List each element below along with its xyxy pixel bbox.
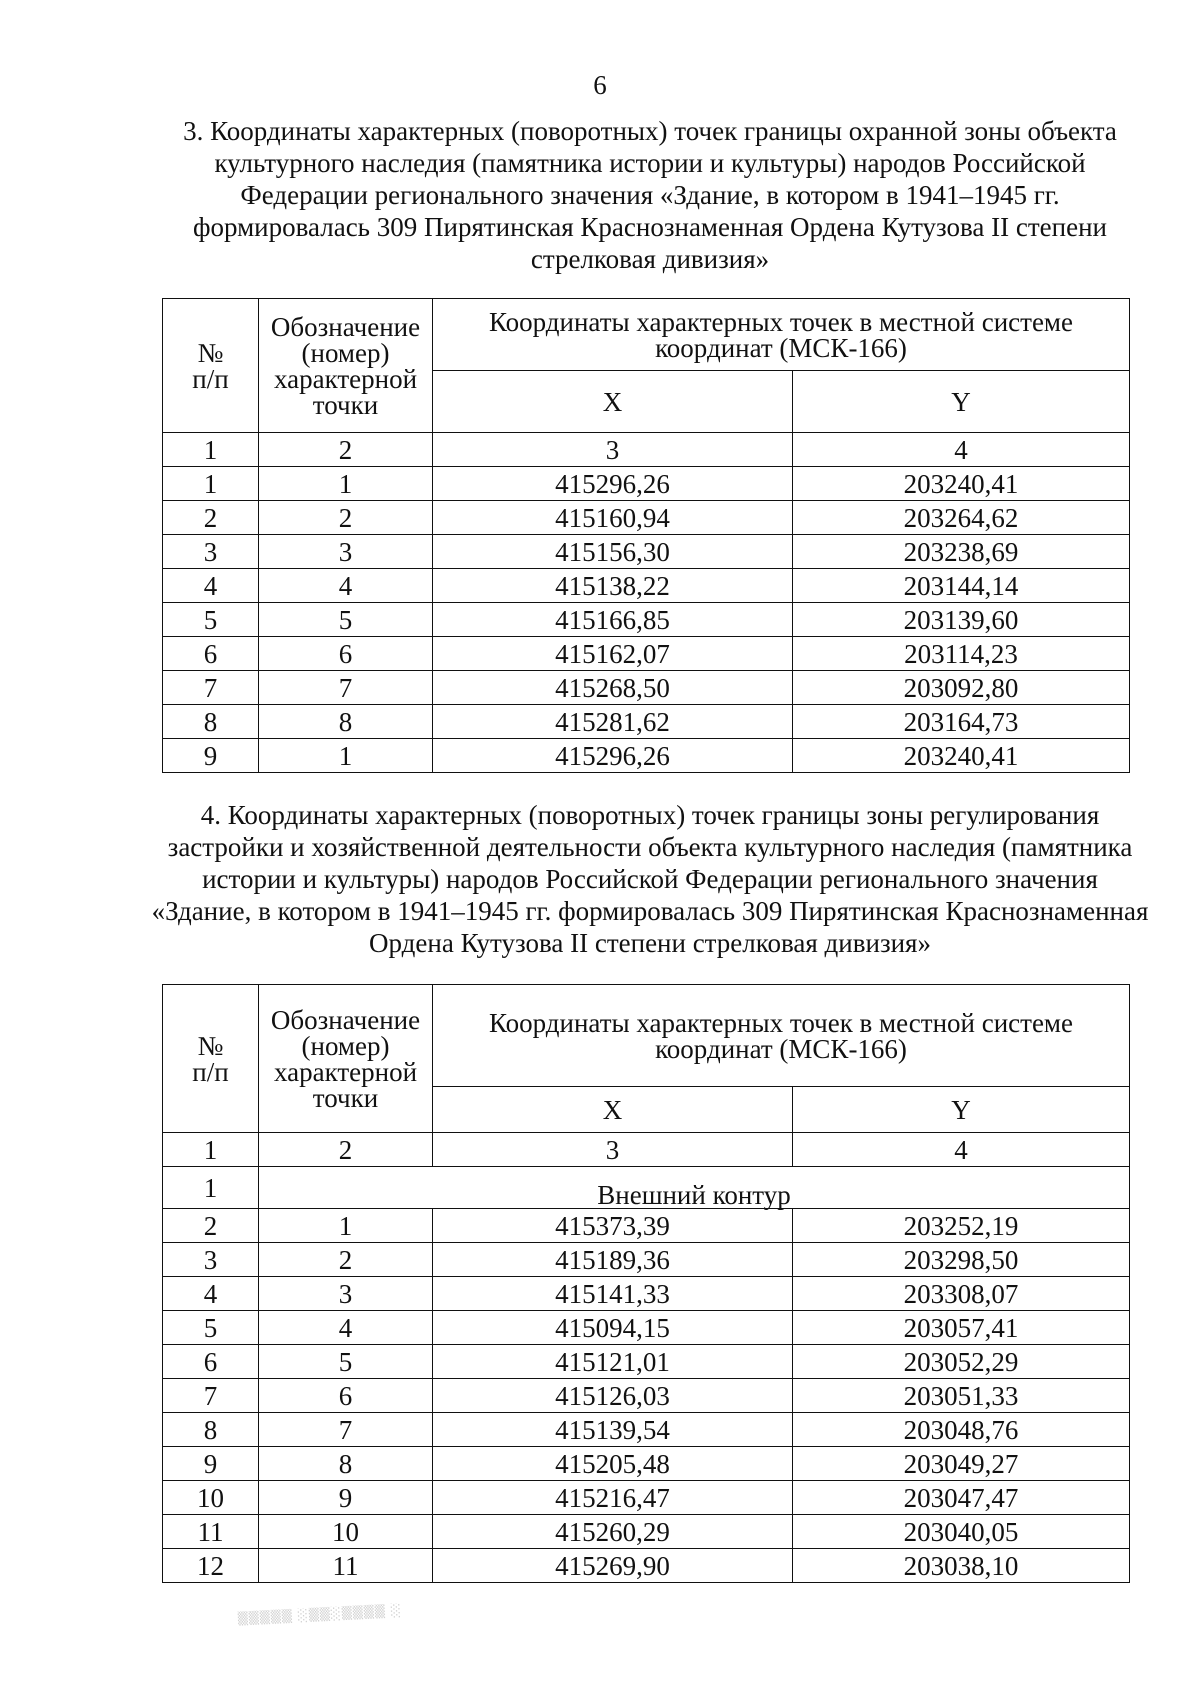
x-coordinate: 415268,50 xyxy=(433,671,793,705)
protection-zone-coordinates-table xyxy=(162,298,1130,773)
header-number-symbol: № xyxy=(197,1030,224,1061)
row-number: 7 xyxy=(163,671,259,705)
point-designation: 8 xyxy=(259,705,433,739)
point-designation: 1 xyxy=(259,1209,433,1243)
y-coordinate: 203298,50 xyxy=(793,1243,1130,1277)
point-designation: 6 xyxy=(259,1379,433,1413)
x-coordinate: 415373,39 xyxy=(433,1209,793,1243)
row-number: 3 xyxy=(163,535,259,569)
x-coordinate: 415141,33 xyxy=(433,1277,793,1311)
table-row xyxy=(163,1413,1130,1447)
table-row xyxy=(163,739,1130,773)
x-coordinate: 415269,90 xyxy=(433,1549,793,1583)
y-coordinate: 203144,14 xyxy=(793,569,1130,603)
y-coordinate: 203139,60 xyxy=(793,603,1130,637)
header-number-abbrev: п/п xyxy=(192,1056,229,1087)
y-coordinate: 203047,47 xyxy=(793,1481,1130,1515)
y-coordinate: 203040,05 xyxy=(793,1515,1130,1549)
y-coordinate: 203092,80 xyxy=(793,671,1130,705)
y-coordinate: 203114,23 xyxy=(793,637,1130,671)
column-number: 2 xyxy=(259,1133,433,1167)
row-number: 2 xyxy=(163,1209,259,1243)
outer-contour-row xyxy=(163,1167,1130,1209)
outer-contour-number: 1 xyxy=(163,1167,259,1209)
y-coordinate: 203049,27 xyxy=(793,1447,1130,1481)
row-number: 4 xyxy=(163,1277,259,1311)
x-coordinate: 415126,03 xyxy=(433,1379,793,1413)
point-designation: 8 xyxy=(259,1447,433,1481)
row-number: 12 xyxy=(163,1549,259,1583)
header-coordinates: Координаты характерных точек в местной системе координат (МСК-166) xyxy=(433,985,1130,1087)
row-number: 3 xyxy=(163,1243,259,1277)
y-coordinate: 203052,29 xyxy=(793,1345,1130,1379)
x-coordinate: 415094,15 xyxy=(433,1311,793,1345)
x-coordinate: 415281,62 xyxy=(433,705,793,739)
section-4-title: 4. Координаты характерных (поворотных) точек границы зоны регулирования застройки и хозяйственной деятельности объекта культурного наследия (памятника истории и культуры) народов Российской Федерации регионального значения «Здание, в котором в 1941–1945 гг. формировалась 309 Пирятинская Краснознаменная Ордена Кутузова II степени стрелковая дивизия» xyxy=(151,800,1149,958)
row-number: 10 xyxy=(163,1481,259,1515)
y-coordinate: 203048,76 xyxy=(793,1413,1130,1447)
column-number: 2 xyxy=(259,433,433,467)
point-designation: 6 xyxy=(259,637,433,671)
regulation-zone-coordinates-table xyxy=(162,984,1130,1583)
x-coordinate: 415139,54 xyxy=(433,1413,793,1447)
section-3-title: 3. Координаты характерных (поворотных) точек границы охранной зоны объекта культурного наследия (памятника истории и культуры) народов Российской Федерации регионального значения «Здание, в котором в 1941–1945 гг. формировалась 309 Пирятинская Краснознаменная Ордена Кутузова II степени стрелковая дивизия» xyxy=(183,116,1117,274)
column-number: 3 xyxy=(433,1133,793,1167)
table-row xyxy=(163,1277,1130,1311)
point-designation: 3 xyxy=(259,1277,433,1311)
header-designation: Обозначение (номер) характерной точки xyxy=(259,985,433,1133)
column-number: 1 xyxy=(163,1133,259,1167)
header-y: Y xyxy=(793,1087,1130,1133)
point-designation: 1 xyxy=(259,467,433,501)
table-row xyxy=(163,1243,1130,1277)
y-coordinate: 203252,19 xyxy=(793,1209,1130,1243)
table-row xyxy=(163,1311,1130,1345)
x-coordinate: 415156,30 xyxy=(433,535,793,569)
table-row xyxy=(163,637,1130,671)
point-designation: 7 xyxy=(259,671,433,705)
y-coordinate: 203051,33 xyxy=(793,1379,1130,1413)
row-number: 9 xyxy=(163,1447,259,1481)
column-number: 3 xyxy=(433,433,793,467)
header-designation: Обозначение (номер) характерной точки xyxy=(259,299,433,433)
x-coordinate: 415216,47 xyxy=(433,1481,793,1515)
point-designation: 4 xyxy=(259,569,433,603)
y-coordinate: 203264,62 xyxy=(793,501,1130,535)
x-coordinate: 415162,07 xyxy=(433,637,793,671)
point-designation: 1 xyxy=(259,739,433,773)
y-coordinate: 203038,10 xyxy=(793,1549,1130,1583)
x-coordinate: 415260,29 xyxy=(433,1515,793,1549)
row-number: 8 xyxy=(163,705,259,739)
point-designation: 3 xyxy=(259,535,433,569)
point-designation: 9 xyxy=(259,1481,433,1515)
column-number: 1 xyxy=(163,433,259,467)
header-number-cell xyxy=(163,299,259,433)
table-row xyxy=(163,467,1130,501)
outer-contour-label: Внешний контур xyxy=(259,1167,1130,1209)
header-number-cell xyxy=(163,985,259,1133)
scan-stamp-mark: ▒▒▒▒▒ ░▒▒░▒▒▒▒ ░ xyxy=(237,1603,403,1627)
row-number: 8 xyxy=(163,1413,259,1447)
x-coordinate: 415138,22 xyxy=(433,569,793,603)
table-row xyxy=(163,1379,1130,1413)
point-designation: 2 xyxy=(259,1243,433,1277)
table-row xyxy=(163,535,1130,569)
column-number: 4 xyxy=(793,433,1130,467)
column-numbers-row xyxy=(163,433,1130,467)
row-number: 11 xyxy=(163,1515,259,1549)
row-number: 4 xyxy=(163,569,259,603)
row-number: 1 xyxy=(163,467,259,501)
row-number: 6 xyxy=(163,1345,259,1379)
table-row xyxy=(163,1209,1130,1243)
x-coordinate: 415121,01 xyxy=(433,1345,793,1379)
table-row xyxy=(163,1549,1130,1583)
table-row xyxy=(163,1447,1130,1481)
table-row xyxy=(163,603,1130,637)
row-number: 2 xyxy=(163,501,259,535)
y-coordinate: 203240,41 xyxy=(793,739,1130,773)
header-x: X xyxy=(433,371,793,433)
point-designation: 5 xyxy=(259,603,433,637)
table-row xyxy=(163,569,1130,603)
column-number: 4 xyxy=(793,1133,1130,1167)
point-designation: 7 xyxy=(259,1413,433,1447)
point-designation: 10 xyxy=(259,1515,433,1549)
table-header-row xyxy=(163,299,1130,371)
table-row xyxy=(163,1345,1130,1379)
row-number: 5 xyxy=(163,603,259,637)
table-header-row xyxy=(163,985,1130,1087)
y-coordinate: 203238,69 xyxy=(793,535,1130,569)
y-coordinate: 203164,73 xyxy=(793,705,1130,739)
x-coordinate: 415166,85 xyxy=(433,603,793,637)
row-number: 9 xyxy=(163,739,259,773)
table-row xyxy=(163,501,1130,535)
header-y: Y xyxy=(793,371,1130,433)
page-number: 6 xyxy=(593,70,607,100)
table-row xyxy=(163,705,1130,739)
y-coordinate: 203057,41 xyxy=(793,1311,1130,1345)
point-designation: 2 xyxy=(259,501,433,535)
x-coordinate: 415296,26 xyxy=(433,467,793,501)
x-coordinate: 415296,26 xyxy=(433,739,793,773)
header-number-abbrev: п/п xyxy=(192,363,229,394)
row-number: 6 xyxy=(163,637,259,671)
table-row xyxy=(163,1481,1130,1515)
x-coordinate: 415205,48 xyxy=(433,1447,793,1481)
point-designation: 4 xyxy=(259,1311,433,1345)
header-coordinates: Координаты характерных точек в местной системе координат (МСК-166) xyxy=(433,299,1130,371)
row-number: 5 xyxy=(163,1311,259,1345)
header-x: X xyxy=(433,1087,793,1133)
row-number: 7 xyxy=(163,1379,259,1413)
point-designation: 5 xyxy=(259,1345,433,1379)
column-numbers-row xyxy=(163,1133,1130,1167)
table-row xyxy=(163,1515,1130,1549)
x-coordinate: 415189,36 xyxy=(433,1243,793,1277)
x-coordinate: 415160,94 xyxy=(433,501,793,535)
table-row xyxy=(163,671,1130,705)
point-designation: 11 xyxy=(259,1549,433,1583)
y-coordinate: 203308,07 xyxy=(793,1277,1130,1311)
header-number-symbol: № xyxy=(197,337,224,368)
y-coordinate: 203240,41 xyxy=(793,467,1130,501)
